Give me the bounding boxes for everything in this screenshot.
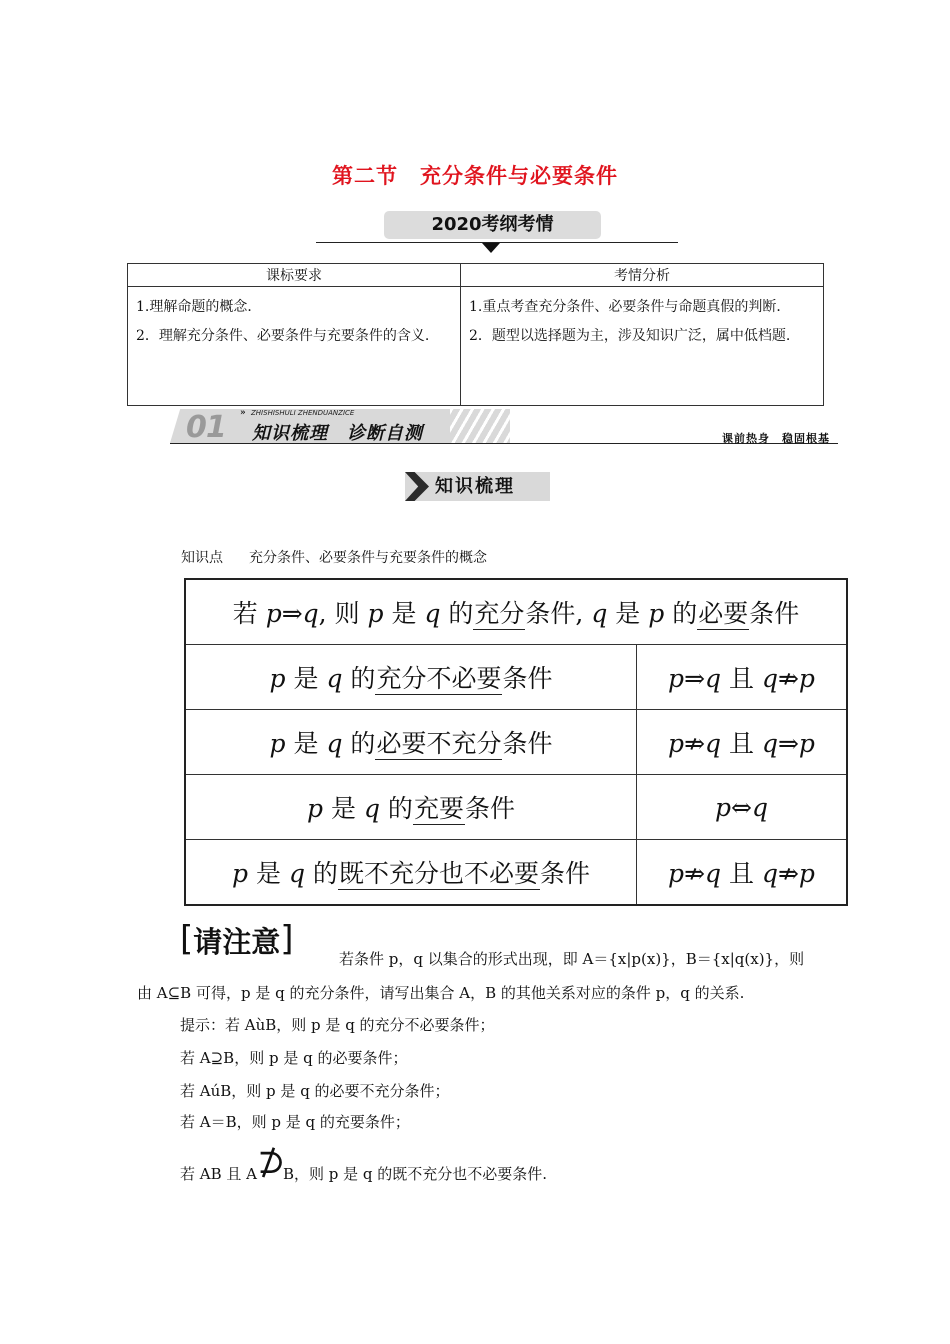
concept-table	[184, 578, 848, 906]
hint-line: 若 A＝B，则 p 是 q 的充要条件；	[180, 1113, 410, 1131]
relation-cell: p⇒q 且 q⇏p	[637, 645, 848, 710]
analysis-item: 2．题型以选择题为主，涉及知识广泛，属中低档题.	[468, 328, 791, 344]
syllabus-requirements-cell	[128, 287, 461, 406]
notice-text-line1: 若条件 p，q 以集合的形式出现，即 A＝{x|p(x)}，B＝{x|q(x)}，则	[339, 950, 805, 968]
concept-definition-row: 若 p⇒q, 则 p 是 q 的充分条件, q 是 p 的必要条件	[185, 579, 847, 645]
knowledge-point-label: 知识点	[181, 550, 223, 566]
hint-line: 提示：若 AùB，则 p 是 q 的充分不必要条件；	[180, 1016, 495, 1034]
relation-cell: p⇏q 且 q⇏p	[637, 840, 848, 906]
notice-label: [请注意]	[180, 919, 294, 959]
table-row	[185, 645, 847, 710]
syllabus-analysis-cell	[460, 287, 823, 406]
condition-cell: p 是 q 的充要条件	[185, 775, 637, 840]
syllabus-header-requirements: 课标要求	[128, 264, 461, 287]
syllabus-table	[127, 263, 824, 406]
table-row	[185, 710, 847, 775]
condition-cell: p 是 q 的既不充分也不必要条件	[185, 840, 637, 906]
condition-cell: p 是 q 的充分不必要条件	[185, 645, 637, 710]
relation-cell: p⇏q 且 q⇒p	[637, 710, 848, 775]
subheading-knowledge: 知识梳理	[405, 472, 550, 501]
table-row	[185, 840, 847, 906]
section-tagline: 课前热身 稳固根基	[722, 432, 830, 445]
table-row	[185, 775, 847, 840]
requirement-item: 2．理解充分条件、必要条件与充要条件的含义.	[136, 328, 430, 344]
analysis-item: 1.重点考查充分条件、必要条件与命题真假的判断．	[468, 299, 791, 315]
not-superset-icon: ⊅	[257, 1142, 286, 1182]
notice-text-line2: 由 A⊆B 可得，p 是 q 的充分条件，请写出集合 A，B 的其他关系对应的条件 p，q 的关系.	[137, 984, 745, 1002]
knowledge-point-text: 充分条件、必要条件与充要条件的概念	[249, 550, 487, 566]
double-chevron-icon: »	[240, 408, 246, 418]
hint-line: 若 AB 且 A ⊅ B，则 p 是 q 的既不充分也不必要条件.	[180, 1142, 548, 1183]
page-title: 第二节 充分条件与必要条件	[332, 164, 618, 188]
hint-line: 若 A⊇B，则 p 是 q 的必要条件；	[180, 1049, 408, 1067]
condition-cell: p 是 q 的必要不充分条件	[185, 710, 637, 775]
relation-cell: p⇔q	[637, 775, 848, 840]
syllabus-header-analysis: 考情分析	[460, 264, 823, 287]
banner-pointer-icon	[482, 243, 500, 253]
section-title: 知识梳理 诊断自测	[252, 423, 423, 444]
section-pinyin: ZHISHISHULI ZHENDUANZICE	[251, 409, 355, 417]
requirement-item: 1.理解命题的概念．	[136, 299, 262, 315]
section-number: 01	[186, 410, 226, 445]
knowledge-point	[181, 547, 487, 567]
exam-outline-banner: 2020考纲考情	[384, 211, 601, 239]
hint-line: 若 AúB，则 p 是 q 的必要不充分条件；	[180, 1082, 450, 1100]
arrow-right-icon	[405, 472, 429, 501]
